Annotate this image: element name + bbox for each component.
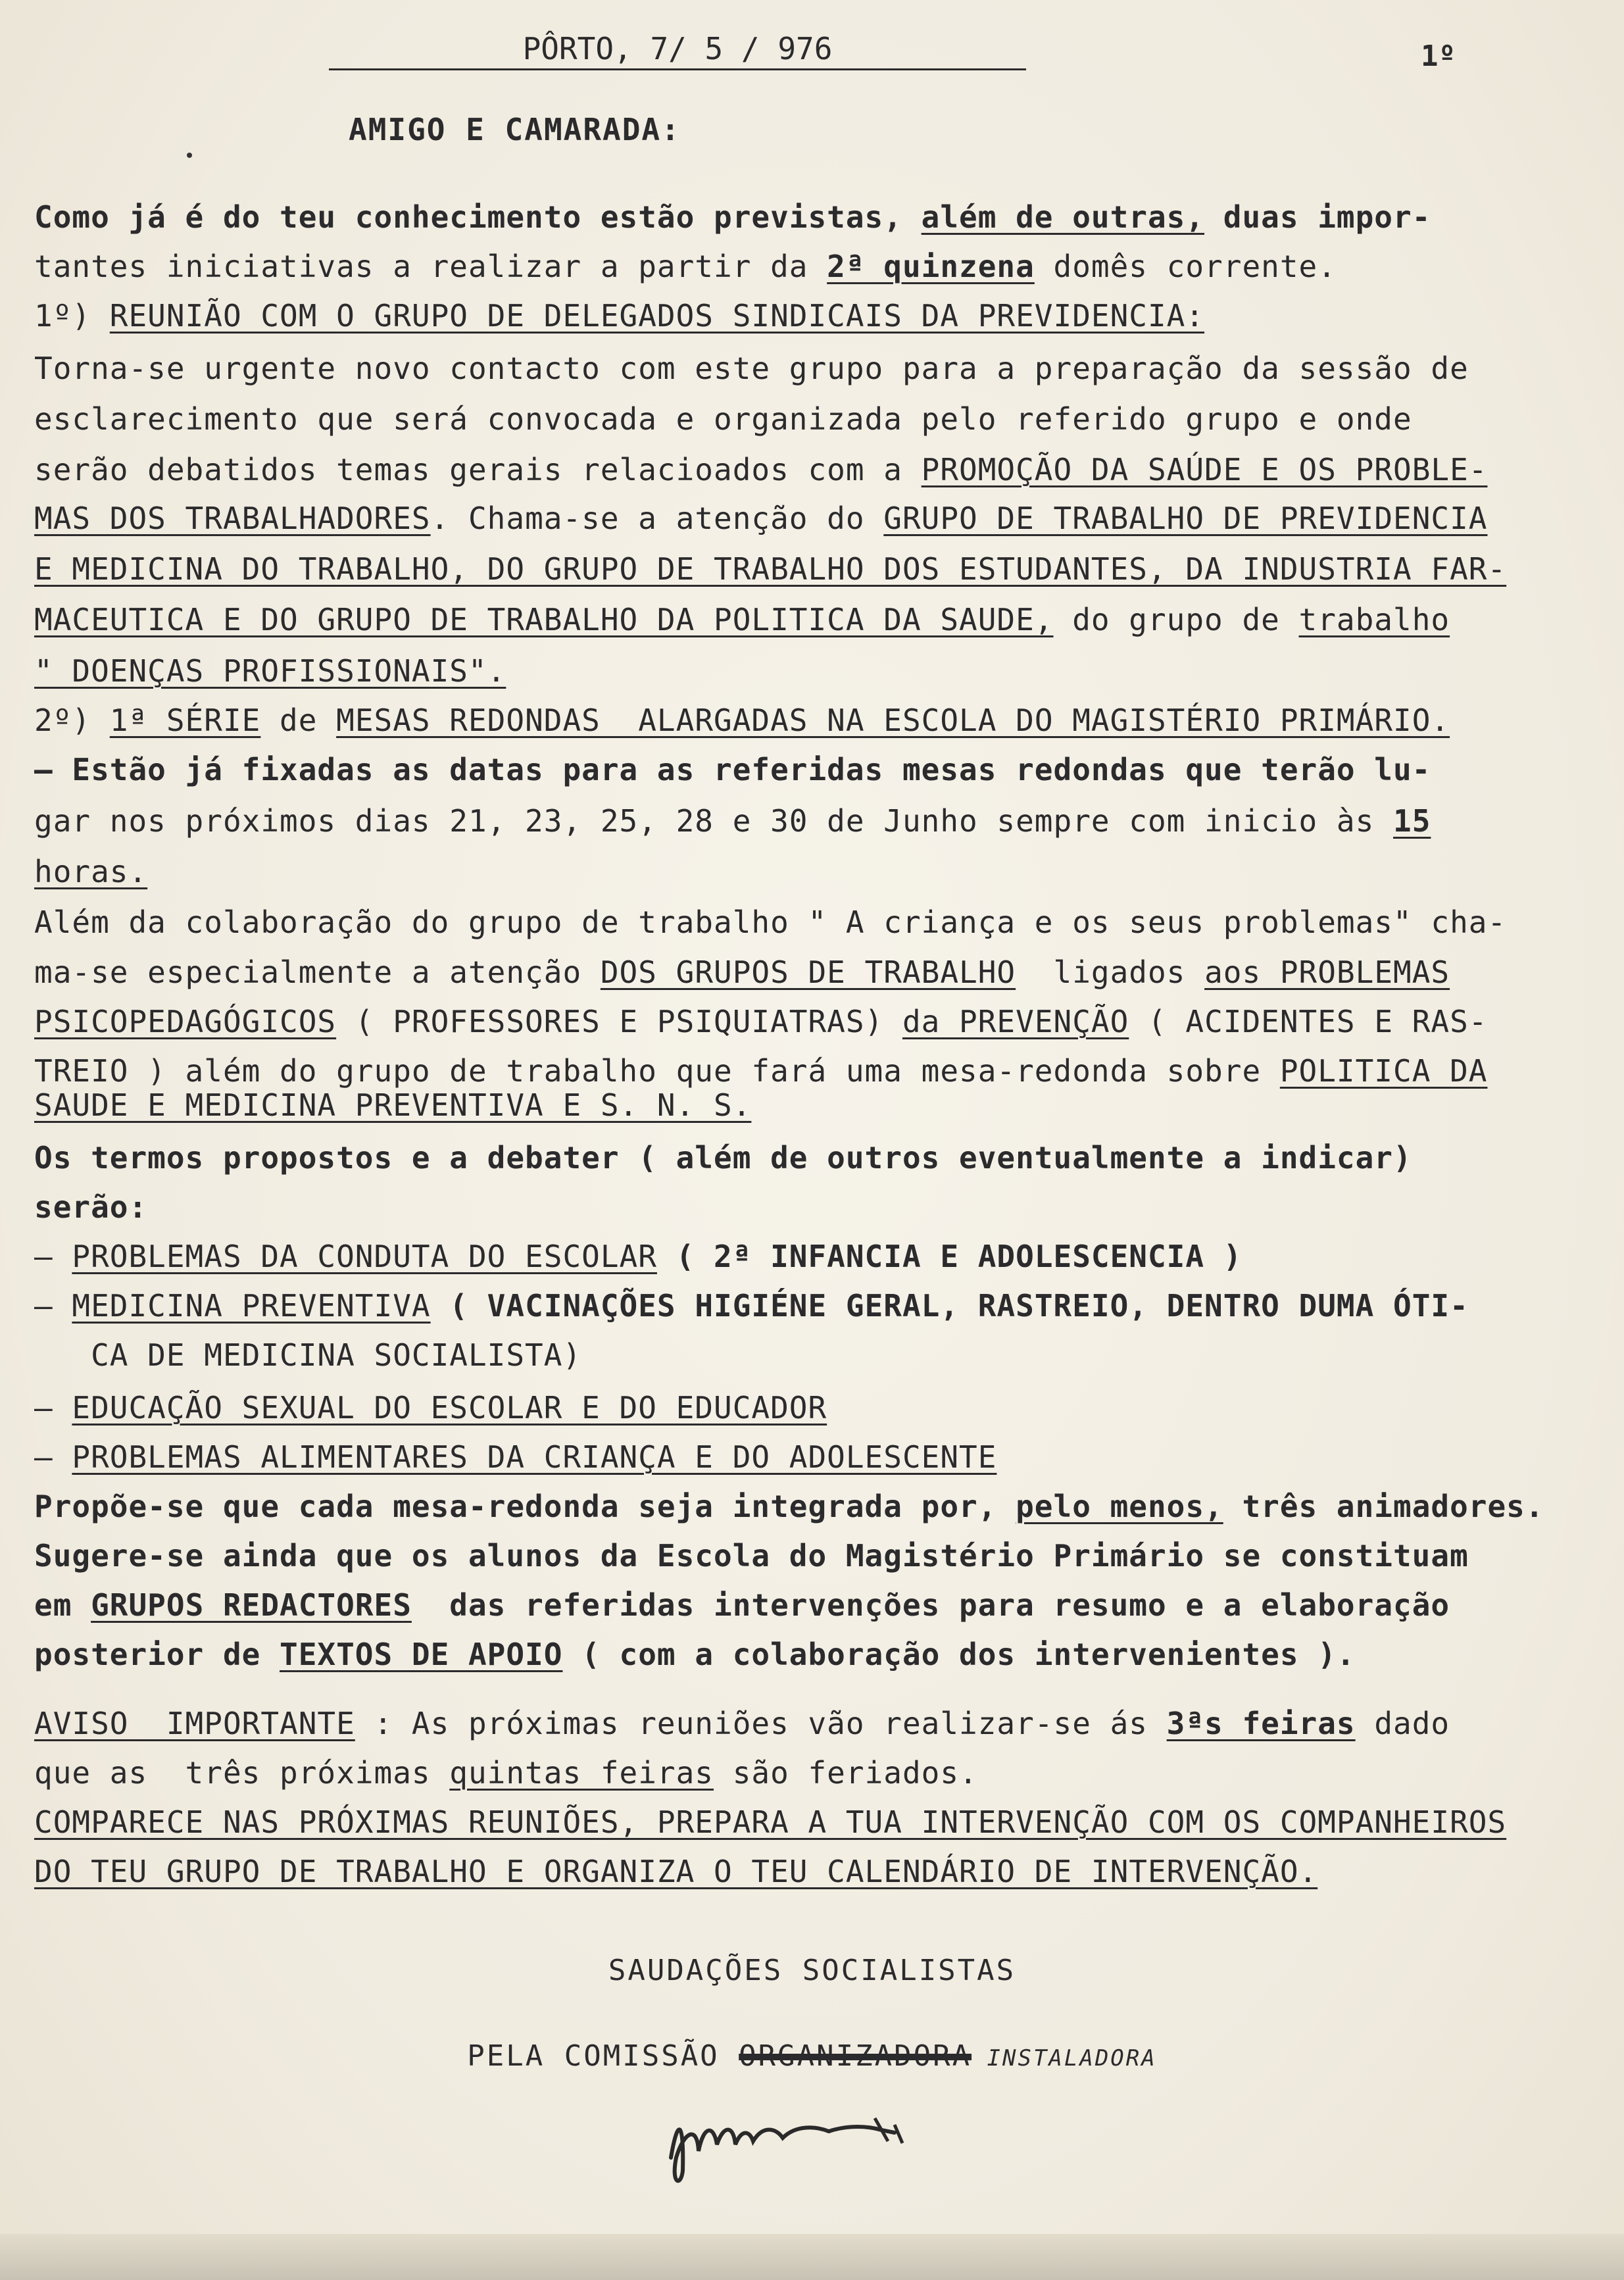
intro-line-1: Como já é do teu conhecimento estão previstas, além de outras, duas impor- (34, 199, 1431, 235)
struck-word: ORGANIZADORA (739, 2039, 972, 2073)
item-2-heading: 2º) 1ª SÉRIE de MESAS REDONDAS ALARGADAS NA ESCOLA DO MAGISTÉRIO PRIMÁRIO. (34, 703, 1450, 738)
page-number: 1º (1421, 39, 1456, 73)
handwritten-correction: INSTALADORA (972, 2045, 1157, 2071)
closing-line-1: COMPARECE NAS PRÓXIMAS REUNIÕES, PREPARA A TUA INTERVENÇÃO COM OS COMPANHEIROS (34, 1804, 1507, 1840)
proposal-line-2: Sugere-se ainda que os alunos da Escola do Magistério Primário se constituam (34, 1538, 1469, 1574)
proposal-line-1: Propõe-se que cada mesa-redonda seja integrada por, pelo menos, três animadores. (34, 1489, 1544, 1524)
handwritten-signature (658, 2079, 934, 2191)
term-item-1: — PROBLEMAS DA CONDUTA DO ESCOLAR ( 2ª INFANCIA E ADOLESCENCIA ) (34, 1239, 1243, 1274)
notice-line-2: que as três próximas quintas feiras são feriados. (34, 1755, 978, 1791)
item-2-line-1: — Estão já fixadas as datas para as referidas mesas redondas que terão lu- (34, 752, 1431, 787)
para-line-5: SAUDE E MEDICINA PREVENTIVA E S. N. S. (34, 1087, 752, 1123)
item-1-heading: 1º) REUNIÃO COM O GRUPO DE DELEGADOS SINDICAIS DA PREVIDENCIA: (34, 298, 1205, 334)
notice-line-1: AVISO IMPORTANTE : As próximas reuniões vão realizar-se ás 3ªs feiras dado (34, 1706, 1450, 1741)
item-1-line-6: MACEUTICA E DO GRUPO DE TRABALHO DA POLITICA DA SAUDE, do grupo de trabalho (34, 602, 1450, 637)
greeting: AMIGO E CAMARADA: (349, 112, 681, 147)
item-2-line-3: horas. (34, 854, 148, 889)
terms-intro-1: Os termos propostos e a debater ( além de outros eventualmente a indicar) (34, 1140, 1412, 1176)
intro-line-2: tantes iniciativas a realizar a partir da 2ª quinzena domês corrente. (34, 249, 1337, 284)
terms-intro-2: serão: (34, 1189, 148, 1225)
term-item-4: — PROBLEMAS ALIMENTARES DA CRIANÇA E DO ADOLESCENTE (34, 1439, 997, 1475)
para-line-3: PSICOPEDAGÓGICOS ( PROFESSORES E PSIQUIATRAS) da PREVENÇÃO ( ACIDENTES E RAS- (34, 1004, 1488, 1039)
item-1-line-7: " DOENÇAS PROFISSIONAIS". (34, 653, 506, 689)
para-line-1: Além da colaboração do grupo de trabalho " A criança e os seus problemas" cha- (34, 905, 1507, 940)
item-1-line-1: Torna-se urgente novo contacto com este grupo para a preparação da sessão de (34, 351, 1469, 386)
para-line-4: TREIO ) além do grupo de trabalho que fará uma mesa-redonda sobre POLITICA DA (34, 1053, 1488, 1089)
document-date: PÔRTO, 7/ 5 / 976 (329, 29, 1026, 70)
term-item-3: — EDUCAÇÃO SEXUAL DO ESCOLAR E DO EDUCADOR (34, 1390, 827, 1425)
salutation: SAUDAÇÕES SOCIALISTAS (608, 1954, 1016, 1987)
proposal-line-3: em GRUPOS REDACTORES das referidas intervenções para resumo e a elaboração (34, 1587, 1450, 1623)
item-1-line-4: MAS DOS TRABALHADORES. Chama-se a atenção do GRUPO DE TRABALHO DE PREVIDENCIA (34, 501, 1488, 536)
ink-dot (187, 153, 192, 158)
term-item-2: — MEDICINA PREVENTIVA ( VACINAÇÕES HIGIÉNE GERAL, RASTREIO, DENTRO DUMA ÓTI- (34, 1288, 1469, 1324)
term-item-2-cont: CA DE MEDICINA SOCIALISTA) (34, 1337, 582, 1373)
scan-edge (0, 2234, 1624, 2280)
item-1-line-3: serão debatidos temas gerais relacioados com a PROMOÇÃO DA SAÚDE E OS PROBLE- (34, 452, 1488, 487)
closing-line-2: DO TEU GRUPO DE TRABALHO E ORGANIZA O TEU CALENDÁRIO DE INTERVENÇÃO. (34, 1854, 1318, 1889)
proposal-line-4: posterior de TEXTOS DE APOIO ( com a colaboração dos intervenientes ). (34, 1637, 1356, 1672)
item-1-line-2: esclarecimento que será convocada e organizada pelo referido grupo e onde (34, 401, 1412, 437)
para-line-2: ma-se especialmente a atenção DOS GRUPOS DE TRABALHO ligados aos PROBLEMAS (34, 954, 1450, 990)
item-2-line-2: gar nos próximos dias 21, 23, 25, 28 e 30 de Junho sempre com inicio às 15 (34, 803, 1431, 839)
item-1-line-5: E MEDICINA DO TRABALHO, DO GRUPO DE TRABALHO DOS ESTUDANTES, DA INDUSTRIA FAR- (34, 551, 1507, 587)
signature-caption: PELA COMISSÃO ORGANIZADORA INSTALADORA (467, 2039, 1157, 2073)
